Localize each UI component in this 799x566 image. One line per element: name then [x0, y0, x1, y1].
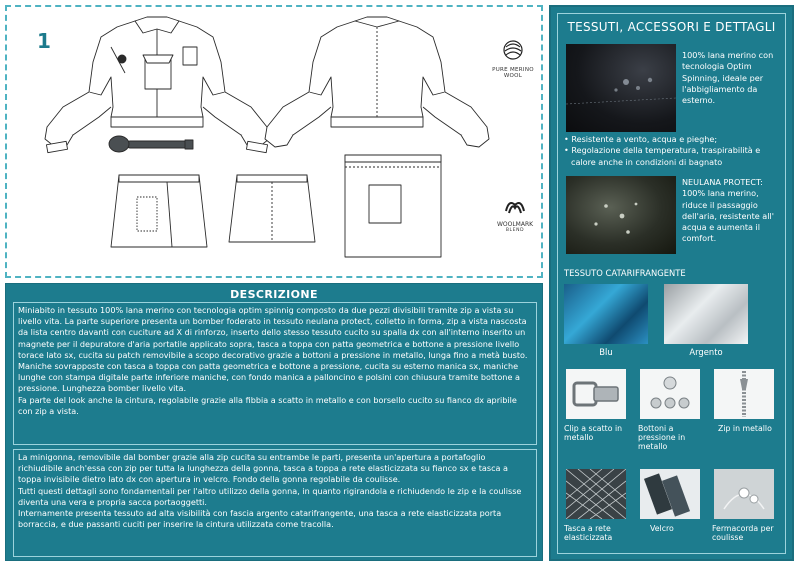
- blue-reflective-swatch: [564, 284, 648, 344]
- mesh-pocket-label: Tasca a rete elasticizzata: [564, 524, 613, 543]
- page-number: 1: [37, 29, 51, 53]
- velcro-image: [640, 469, 700, 519]
- pure-merino-wool-logo: [483, 39, 543, 79]
- belt-sketch: [109, 136, 193, 152]
- bomber-description-box: [13, 302, 537, 445]
- neulana-title: NEULANA PROTECT:: [682, 177, 763, 187]
- bomber-description-text: Miniabito in tessuto 100% lana merino con tecnologia optim spinnig composto da due pezzi divisibili tramite zip a vista su livello vita. La parte superiore presenta un bomber foderato in tessuto neulana protect, colletto in forma, zip a vista nascosta da lista centro davanti con cuciture ad X di rinforzo, inserto dello stesso tessuto cucito su spalla dx con all'interno inserito un magnete per il depuratore d'aria portatile applicato sopra, tasca a toppa con patta geometrica e bottone a pressione livello torace lato sx, cucita su patch removibile a scopo decorativo grazie a bottoni a pressione in metallo, lunga fino a metà busto. Maniche sovrapposte con tasca a toppa con patta geometrica e bottone a pressione, cucita su esterno manica sx, maniche lunghe con stampa digitale parte inferiore maniche, con fondo manica a palloncino e polsini con chiusura tramite bottone a pressione. Lunghezza bomber livello vita.: [18, 305, 528, 394]
- materials-panel: [549, 5, 794, 561]
- feature-item: • Regolazione della temperatura, traspirabilità e calore anche in condizioni di bagnato: [564, 145, 761, 167]
- merino-fabric-image: [566, 44, 676, 132]
- silver-reflective-swatch: [664, 284, 748, 344]
- neulana-description: [682, 177, 784, 245]
- elastic-mesh-pocket-image: [566, 469, 626, 519]
- metal-clip-label: Clip a scatto in metallo: [564, 424, 623, 443]
- snap-buttons-image: [640, 369, 700, 419]
- description-panel: [5, 283, 543, 561]
- metal-zip-label: Zip in metallo: [718, 424, 772, 433]
- zipper-icon: [714, 369, 774, 419]
- feature-item: • Resistente a vento, acqua e pieghe;: [564, 134, 718, 144]
- water-droplets-icon: [566, 44, 676, 132]
- woolmark-label: WOOLMARK: [496, 221, 534, 228]
- woolmark-blend-logo: [493, 197, 537, 233]
- skirt-front-sketch: [111, 175, 207, 247]
- velcro-label: Velcro: [650, 524, 674, 533]
- woolmark-icon: [503, 197, 527, 217]
- mesh-icon: [566, 469, 626, 519]
- cord-lock-image: [714, 469, 774, 519]
- garment-flat-sketch: [7, 7, 545, 280]
- water-droplets-icon: [566, 176, 676, 254]
- bomber-front-sketch: [45, 17, 269, 153]
- skirt-open-sketch: [345, 155, 441, 257]
- cord-lock-icon: [714, 469, 774, 519]
- merino-description: 100% lana merino con tecnologia Optim Spinning, ideale per l'abbigliamento da esterno.: [682, 50, 774, 106]
- velcro-strip-icon: [640, 469, 700, 519]
- technical-sketch-panel: [5, 5, 543, 278]
- belt-description-text: Fa parte del look anche la cintura, regolabile grazie alla fibbia a scatto in metallo e con borsello cucito su fianco dx apribile con zip a vista.: [18, 394, 517, 416]
- pure-merino-wool-label: PURE MERINO WOOL: [492, 67, 534, 79]
- skirt-description-box: [13, 449, 537, 557]
- merino-features-list: [564, 134, 784, 168]
- cord-lock-label: Fermacorda per coulisse: [712, 524, 774, 543]
- skirt-interior-description-text: Internamente presenta tessuto ad alta visibilità con fascia argento catarifrangente, una tasca a rete elasticizzata porta borraccia, e due passanti cuciti per inserire la cintura utilizzata come tracolla.: [18, 508, 502, 530]
- skirt-back-sketch: [229, 175, 315, 242]
- snap-buttons-label: Bottoni a pressione in metallo: [638, 424, 686, 452]
- skirt-description-text: La minigonna, removibile dal bomber grazie alla zip cucita su entrambe le parti, presenta un'apertura a portafoglio richiudibile anch'essa con zip per tutta la lunghezza della gonna, tasca a toppa a rete elasticizzata su fianco sx e tasca a toppa invisibile dietro lato dx con apertura in velcro. Fondo della gonna regolabile da coulisse.: [18, 452, 509, 485]
- woolmark-blend-label: BLEND: [505, 228, 525, 233]
- neulana-fabric-image: [566, 176, 676, 254]
- materials-title: TESSUTI, ACCESSORI E DETTAGLI: [567, 20, 776, 34]
- blue-swatch-label: Blu: [599, 347, 613, 357]
- silver-swatch-label: Argento: [689, 347, 723, 357]
- materials-inner-frame: [557, 13, 786, 554]
- wool-ball-icon: [501, 39, 525, 61]
- bomber-back-sketch: [265, 17, 489, 147]
- neulana-text: 100% lana merino, riduce il passaggio dell'aria, resistente all' acqua e aumenta il comfort.: [682, 188, 774, 244]
- description-title: DESCRIZIONE: [230, 288, 318, 301]
- metal-zip-image: [714, 369, 774, 419]
- reflective-fabric-label: TESSUTO CATARIFRANGENTE: [564, 268, 686, 278]
- metal-clip-image: [566, 369, 626, 419]
- buckle-icon: [566, 369, 626, 419]
- snap-button-icon: [640, 369, 700, 419]
- skirt-bag-description-text: Tutti questi dettagli sono fondamentali per l'altro utilizzo della gonna, in quanto rigirandola e richiudendo le zip e la coulisse diventa una vera e propria sacca portaoggetti.: [18, 485, 522, 507]
